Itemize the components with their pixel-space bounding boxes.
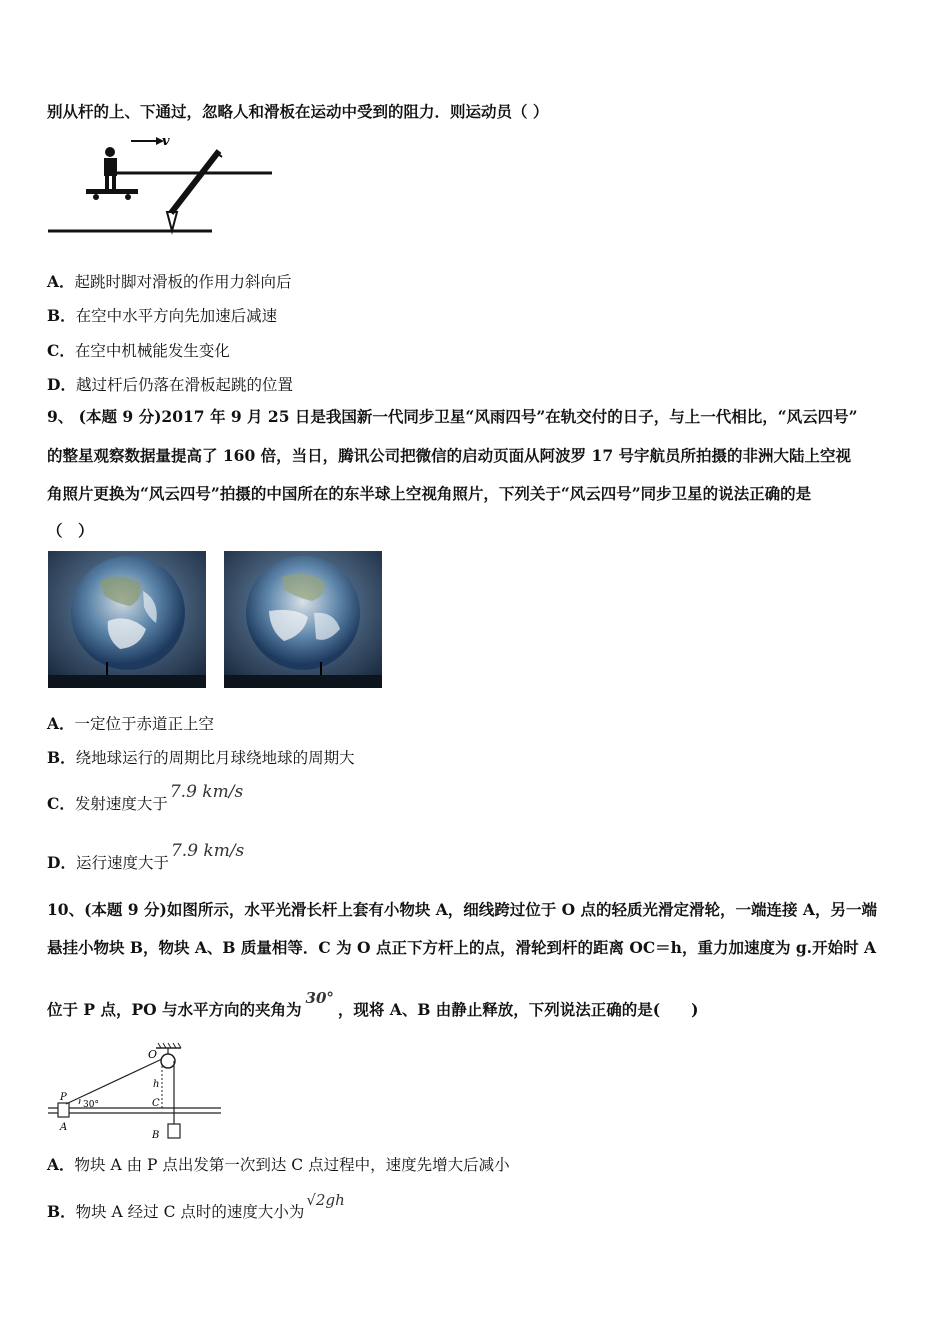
q9-option-c[interactable]: C．发射速度大于7.9 km/s	[47, 782, 244, 813]
q9-option-a[interactable]: A．一定位于赤道正上空	[47, 714, 215, 733]
point-p-label: P	[60, 1092, 67, 1103]
earth-image-left	[48, 551, 206, 688]
angle-label: 30°	[83, 1100, 99, 1110]
earth-image-right	[224, 551, 382, 688]
angle-formula: 30°	[305, 989, 334, 1007]
skateboard-figure	[46, 134, 274, 236]
height-h-label: h	[153, 1079, 160, 1090]
q9-stem-line2: 的整星观察数据量提高了 160 倍，当日，腾讯公司把微信的启动页面从阿波罗 17 号宇航员所拍摄的非洲大陆上空视	[47, 446, 852, 465]
q8-option-b[interactable]: B．在空中水平方向先加速后减速	[47, 306, 278, 325]
q8-option-a[interactable]: A．起跳时脚对滑板的作用力斜向后	[47, 272, 292, 291]
block-a-label: A	[60, 1122, 68, 1133]
q9-option-d[interactable]: D．运行速度大于7.9 km/s	[47, 841, 245, 872]
q10-option-b[interactable]: B．物块 A 经过 C 点时的速度大小为√2gh	[47, 1191, 345, 1221]
q9-stem-line4: （ ）	[47, 521, 94, 540]
point-o-label: O	[148, 1048, 158, 1061]
point-c-label: C	[152, 1098, 160, 1109]
speed-formula: 7.9 km/s	[170, 841, 245, 861]
q9-stem-line3: 角照片更换为“风云四号”拍摄的中国所在的东半球上空视角照片，下列关于“风云四号”同步卫星的说法正确的是	[47, 484, 812, 503]
velocity-label: v	[162, 134, 170, 149]
q10-stem-line1: 10、(本题 9 分)如图所示，水平光滑长杆上套有小物块 A，细线跨过位于 O 点的轻质光滑定滑轮，一端连接 A，另一端	[47, 900, 877, 919]
q8-option-d[interactable]: D．越过杆后仍落在滑板起跳的位置	[47, 375, 293, 394]
q9-stem-line1: 9、 (本题 9 分)2017 年 9 月 25 日是我国新一代同步卫星“风雨四号”在轨交付的日子，与上一代相比，“风云四号”	[47, 407, 858, 426]
q9-option-b[interactable]: B．绕地球运行的周期比月球绕地球的周期大	[47, 748, 355, 767]
speed-formula: 7.9 km/s	[169, 782, 244, 802]
q8-stem: 别从杆的上、下通过，忽略人和滑板在运动中受到的阻力．则运动员（ ）	[47, 102, 549, 121]
sqrt-formula: √2gh	[306, 1191, 345, 1209]
q10-option-a[interactable]: A．物块 A 由 P 点出发第一次到达 C 点过程中，速度先增大后减小	[47, 1155, 510, 1174]
q8-option-c[interactable]: C．在空中机械能发生变化	[47, 341, 230, 360]
q10-stem-line2: 悬挂小物块 B，物块 A、B 质量相等．C 为 O 点正下方杆上的点，滑轮到杆的距离 OC＝h，重力加速度为 g.开始时 A	[47, 938, 877, 957]
pulley-figure	[45, 1040, 225, 1144]
q10-stem-line3: 位于 P 点，PO 与水平方向的夹角为30°，现将 A、B 由静止释放，下列说法正确的是( )	[47, 989, 699, 1019]
block-b-label: B	[152, 1130, 160, 1141]
